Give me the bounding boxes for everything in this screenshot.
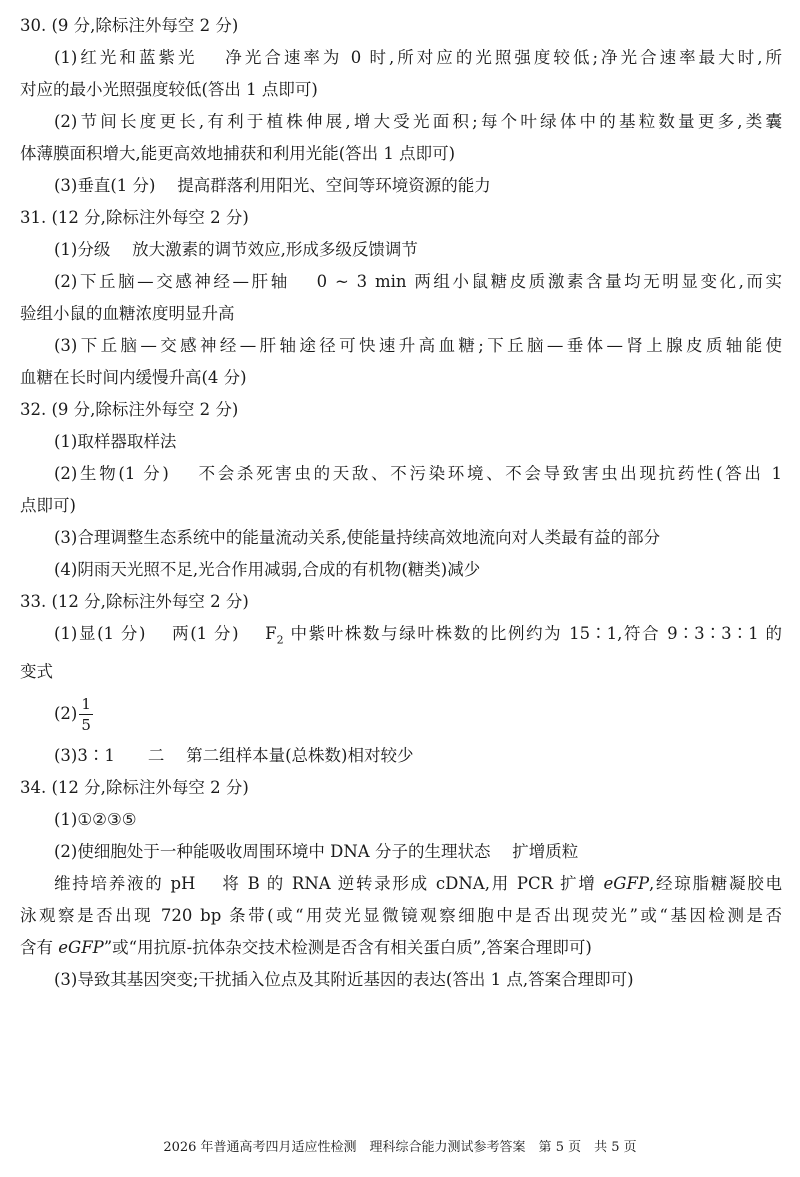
q30-answer-3: (3)垂直(1 分) 提高群落利用阳光、空间等环境资源的能力 [54,176,491,195]
q34-answer-2b-text-a: 维持培养液的 pH 将 B 的 RNA 逆转录形成 cDNA,用 PCR 扩增 [54,874,604,894]
q30-answer-1-line-2: 对应的最小光照强度较低(答出 1 点即可) [20,80,318,99]
q31-answer-1: (1)分级 放大激素的调节效应,形成多级反馈调节 [54,240,418,259]
q32-answer-2-line-1: (2)生物(1 分) 不会杀死害虫的天敌、不污染环境、不会导致害虫出现抗药性(答出 1 [54,464,782,483]
q33-answer-1-line-1 [20,618,782,656]
page-footer: 2026 年普通高考四月适应性检测 理科综合能力测试参考答案 第 5 页 共 5 页 [163,1140,637,1155]
q34-answer-2b-text-c: 含有 [20,938,59,958]
q31-answer-3-line-2: 血糖在长时间内缓慢升高(4 分) [20,368,247,387]
q34-answer-2b-line-1 [20,868,782,900]
fraction-numerator: 1 [81,694,91,713]
q33-generation-subscript: 2 [276,633,284,647]
q32-answer-2-line-2: 点即可) [20,496,76,515]
q34-answer-3: (3)导致其基因突变;干扰插入位点及其附近基因的表达(答出 1 点,答案合理即可) [54,970,634,990]
q33-answer-1-line-2: 变式 [20,662,53,682]
q34-answer-2b-text-d: ”或“用抗原-抗体杂交技术检测是否含有相关蛋白质”,答案合理即可) [103,938,592,958]
q33-answer-3: (3)3∶1 二 第二组样本量(总株数)相对较少 [54,746,414,766]
fraction-denominator: 5 [81,715,91,734]
q32-answer-4: (4)阴雨天光照不足,光合作用减弱,合成的有机物(糖类)减少 [54,560,481,579]
q34-answer-2: (2)使细胞处于一种能吸收周围环境中 DNA 分子的生理状态 扩增质粒 [54,842,579,862]
q30-header: 30. (9 分,除标注外每空 2 分) [20,16,239,35]
q34-answer-2b-line-2: 泳观察是否出现 720 bp 条带(或“用荧光显微镜观察细胞中是否出现荧光”或“基因检测是否 [20,906,782,926]
q34-header: 34. (12 分,除标注外每空 2 分) [20,778,249,798]
gene-name: eGFP [603,874,650,894]
q31-answer-2-line-2: 验组小鼠的血糖浓度明显升高 [20,304,235,323]
q33-header: 33. (12 分,除标注外每空 2 分) [20,592,249,611]
q30-answer-2-line-1: (2)节间长度更长,有利于植株伸展,增大受光面积;每个叶绿体中的基粒数量更多,类囊 [54,112,782,131]
q30-answer-2-line-2: 体薄膜面积增大,能更高效地捕获和利用光能(答出 1 点即可) [20,144,456,163]
q33-answer-2 [20,688,782,740]
q33-answer-1-text-b: 中紫叶株数与绿叶株数的比例约为 15∶1,符合 9∶3∶3∶1 的 [283,624,782,643]
q31-answer-3-line-1: (3)下丘脑—交感神经—肝轴途径可快速升高血糖;下丘脑—垂体—肾上腺皮质轴能使 [54,336,782,355]
q33-answer-2-label: (2) [54,704,78,724]
answer-content [20,0,782,996]
q30-answer-1-line-1: (1)红光和蓝紫光 净光合速率为 0 时,所对应的光照强度较低;净光合速率最大时,所 [54,48,782,67]
q32-answer-3: (3)合理调整生态系统中的能量流动关系,使能量持续高效地流向对人类最有益的部分 [54,528,661,547]
q31-answer-2-line-1: (2)下丘脑—交感神经—肝轴 0 ~ 3 min 两组小鼠糖皮质激素含量均无明显变化,而实 [54,272,782,291]
q34-answer-2b-line-3 [20,932,782,964]
q33-answer-1-text-a: (1)显(1 分) 两(1 分) F [54,624,277,643]
q31-header: 31. (12 分,除标注外每空 2 分) [20,208,249,227]
q32-answer-1: (1)取样器取样法 [54,432,177,451]
gene-name: eGFP [58,938,104,958]
fraction [79,694,93,734]
q32-header: 32. (9 分,除标注外每空 2 分) [20,400,239,419]
q34-answer-2b-text-b: ,经琼脂糖凝胶电 [649,874,782,894]
q34-answer-1: (1)①②③⑤ [54,810,137,830]
